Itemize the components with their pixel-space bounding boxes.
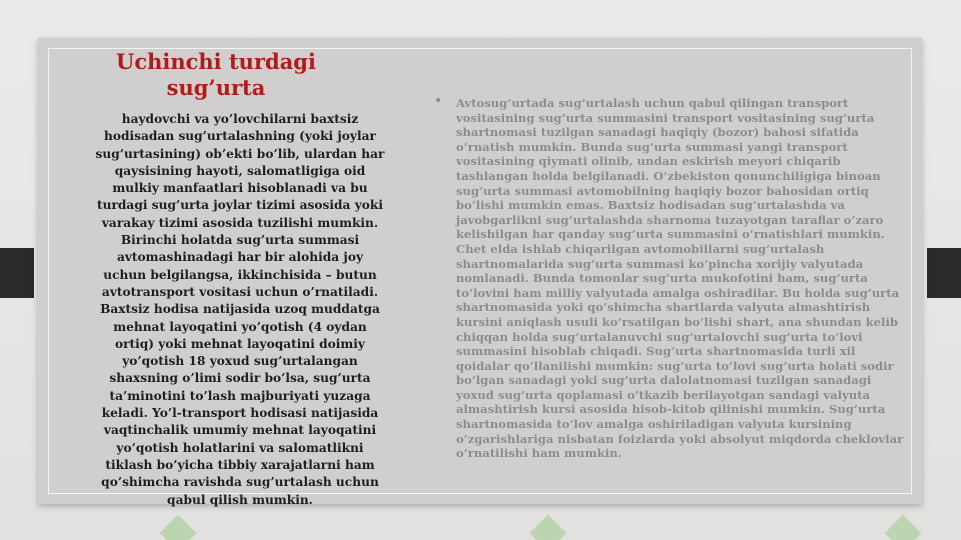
right-body-text: Avtosug’urtada sug’urtalash uchun qabul qilingan transport vositasining sug’urta summasini transport vositasining sug’urta shartnomasi tuzilgan sanadagi haqiqiy (bozor) bahosi sifatida o’rnatish mumkin. Bunda sug’urta summasi yangi transport vositasining qiymati olinib, undan eskirish meyori chiqarib tashlangan holda belgilanadi. O’zbekiston qonunchiligiga binoan sug’urta summasi avtomobilning haqiqiy bozor bahosidan ortiq bo’lishi mumkin emas. Baxtsiz hodisadan sug’urtalashda va javobgarlikni sug’urtalashda sharnoma tuzayotgan taraflar o’zaro kelishilgan har qanday sug’urta summasini o’rnatishlari mumkin. Chet elda ishlab chiqarilgan avtomobillarni sug’urtalash shartnomalarida sug’urta summasi ko’pincha xorijiy valyutada nomlanadi. Bunda tomonlar sug’urta mukofotini ham, sug’urta to’lovini ham milliy valyutada amalga oshiradilar. Bu holda sug’urta shartnomasida yoki qo’shimcha shartlarda valyuta almashtirish kursini aniqlash usuli ko’rsatilgan bo’lishi shart, ana shundan kelib chiqqan holda sug’urtalanuvchi sug’urtalovchi sug’urta to’lovi summasini hisoblab chiqadi. Sug’urta shartnomasida turli xil qoidalar qo’llanilishi mumkin: sug’urta to’lovi sug’urta holati sodir bo’lgan sanadagi yoki sug’urta dalolatnomasi tuzilgan sanadagi yoxud sug’urta qoplamasi o’tkazib berilayotgan sandagi valyuta almashtirish kursi asosida hisob-kitob qilinishi mumkin. Sug’urta shartnomasida to’lov amalga oshiriladigan valyuta kursining o’zgarishlariga nisbatan foizlarda yoki absolyut miqdorda cheklovlar o’rnatilishi ham mumkin. xyxy=(456,96,904,461)
bullet-icon: • xyxy=(434,93,443,109)
left-body-text: haydovchi va yo’lovchilarni baxtsiz hodisadan sug’urtalashning (yoki joylar sug’urtasining) ob’ekti bo’lib, ulardan har qaysisining hayoti, salomatligiga oid mulkiy manfaatlari hisoblanadi va bu turdagi sug’urta joylar tizimi asosida yoki varakay tizimi asosida tuzilishi mumkin. Birinchi holatda sug’urta summasi avtomashinadagi har bir alohida joy uchun belgilangsa, ikkinchisida – butun avtotransport vositasi uchun o’rnatiladi. Baxtsiz hodisa natijasida uzoq muddatga mehnat layoqatini yo’qotish (4 oydan ortiq) yoki mehnat layoqatini doimiy yo’qotish 18 yoxud sug’urtalangan shaxsning o’limi sodir bo’lsa, sug’urta ta’minotini to’lash majburiyati yuzaga keladi. Yo’l-transport hodisasi natijasida vaqtinchalik umumiy mehnat layoqatini yo’qotish holatlarini va salomatlikni tiklash bo’yicha tibbiy xarajatlarni ham qo’shimcha ravishda sug’urtalash uchun qabul qilish mumkin. xyxy=(95,112,385,507)
left-side-bar xyxy=(0,248,34,298)
slide-panel xyxy=(38,38,922,507)
right-side-bar xyxy=(927,248,961,298)
slide-title: Uchinchi turdagi sug’urta xyxy=(116,49,316,100)
